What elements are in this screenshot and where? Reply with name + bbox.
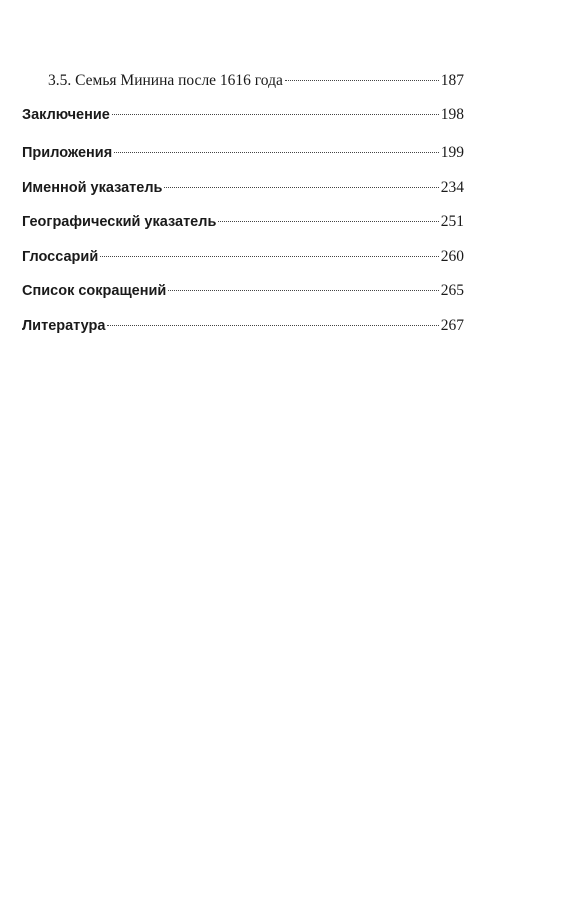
toc-entry-page: 265 <box>440 282 464 299</box>
toc-dot-leader <box>164 187 438 188</box>
toc-entry-title: Список сокращений <box>22 283 167 299</box>
toc-entry[interactable] <box>22 143 464 163</box>
toc-entry-title: Заключение <box>22 107 110 123</box>
toc-dot-leader <box>168 290 438 291</box>
table-of-contents <box>22 71 464 350</box>
toc-dot-leader <box>285 80 439 81</box>
toc-entry[interactable] <box>22 212 464 232</box>
toc-entry-title: Географический указатель <box>22 214 217 230</box>
toc-entry[interactable] <box>22 281 464 301</box>
toc-entry-page: 251 <box>440 213 464 230</box>
toc-entry-page: 187 <box>440 72 464 89</box>
toc-entry-page: 260 <box>440 247 464 265</box>
toc-entry-title: 3.5. Семья Минина после 1616 года <box>48 72 283 89</box>
toc-entry-page: 234 <box>440 178 464 196</box>
toc-entry-title: Приложения <box>22 145 113 161</box>
toc-dot-leader <box>112 114 439 115</box>
toc-dot-leader <box>100 256 439 257</box>
toc-entry[interactable] <box>22 316 464 336</box>
toc-entry-title: Литература <box>22 317 106 334</box>
toc-dot-leader <box>218 221 438 222</box>
toc-entry-title: Глоссарий <box>22 248 99 265</box>
toc-entry[interactable] <box>22 247 464 267</box>
toc-entry[interactable] <box>22 178 464 198</box>
toc-entry-page: 199 <box>440 144 464 161</box>
toc-entry[interactable] <box>22 71 464 91</box>
toc-entry[interactable] <box>22 105 464 125</box>
toc-dot-leader <box>114 152 439 153</box>
toc-entry-page: 267 <box>440 316 464 334</box>
toc-dot-leader <box>107 325 438 326</box>
toc-entry-title: Именной указатель <box>22 179 163 196</box>
toc-entry-page: 198 <box>440 106 464 123</box>
